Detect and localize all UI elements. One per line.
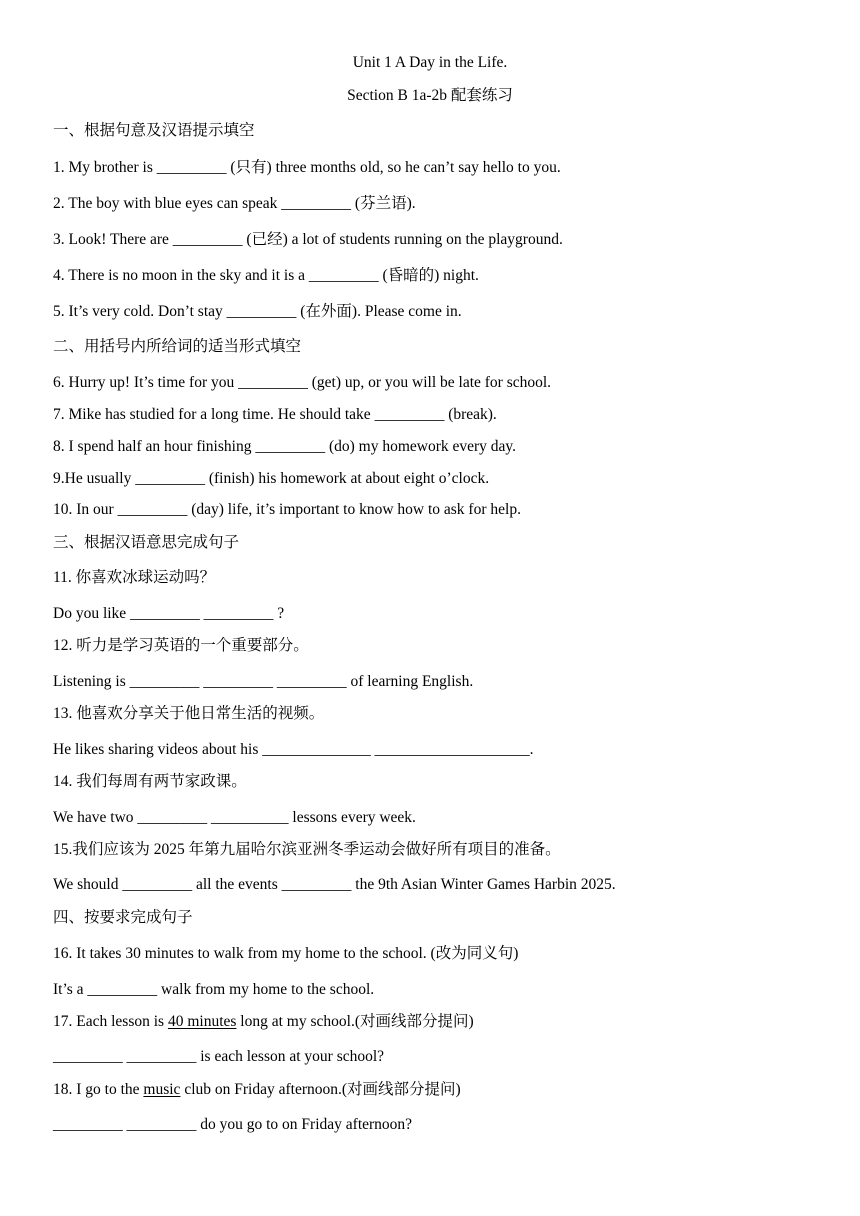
question-17-suffix: long at my school.(对画线部分提问) bbox=[236, 1013, 474, 1030]
question-13-chinese: 13. 他喜欢分享关于他日常生活的视频。 bbox=[53, 705, 325, 722]
question-6: 6. Hurry up! It’s time for you _________ (get) up, or you will be late for school. bbox=[53, 374, 552, 391]
question-16: 16. It takes 30 minutes to walk from my home to the school. (改为同义句) bbox=[53, 945, 519, 962]
question-17-underlined: 40 minutes bbox=[167, 1013, 237, 1030]
question-12-english: Listening is _________ _________ _________ of learning English. bbox=[53, 673, 474, 690]
question-13-english: He likes sharing videos about his ______________ ____________________. bbox=[53, 741, 534, 758]
section-heading-2: 二、用括号内所给词的适当形式填空 bbox=[53, 338, 302, 355]
question-11-chinese: 11. 你喜欢冰球运动吗？ bbox=[53, 569, 216, 586]
section-heading-1: 一、根据句意及汉语提示填空 bbox=[53, 122, 255, 139]
question-14-chinese: 14. 我们每周有两节家政课。 bbox=[53, 773, 247, 790]
question-11-english: Do you like _________ _________ ? bbox=[53, 605, 285, 622]
question-7: 7. Mike has studied for a long time. He should take _________ (break). bbox=[53, 406, 497, 423]
question-8: 8. I spend half an hour finishing _________ (do) my homework every day. bbox=[53, 438, 517, 455]
question-17 bbox=[53, 1012, 474, 1032]
question-18-prefix: 18. I go to the bbox=[53, 1081, 144, 1098]
question-18-suffix: club on Friday afternoon.(对画线部分提问) bbox=[180, 1081, 461, 1098]
question-17-answer-line: _________ _________ is each lesson at your school? bbox=[53, 1048, 385, 1065]
question-5: 5. It’s very cold. Don’t stay _________ (在外面). Please come in. bbox=[53, 303, 462, 320]
question-18-underlined: music bbox=[143, 1081, 181, 1098]
question-1: 1. My brother is _________ (只有) three months old, so he can’t say hello to you. bbox=[53, 159, 561, 176]
question-3: 3. Look! There are _________ (已经) a lot of students running on the playground. bbox=[53, 231, 563, 248]
question-15-chinese: 15.我们应该为 2025 年第九届哈尔滨亚洲冬季运动会做好所有项目的准备。 bbox=[53, 841, 561, 858]
question-18-answer-line: _________ _________ do you go to on Friday afternoon? bbox=[53, 1116, 413, 1133]
question-4: 4. There is no moon in the sky and it is a _________ (昏暗的) night. bbox=[53, 267, 479, 284]
question-14-english: We have two _________ __________ lessons every week. bbox=[53, 809, 416, 826]
section-heading-4: 四、按要求完成句子 bbox=[53, 909, 193, 926]
question-18 bbox=[53, 1080, 461, 1100]
question-9: 9.He usually _________ (finish) his homework at about eight o’clock. bbox=[53, 470, 490, 487]
question-16-answer-line: It’s a _________ walk from my home to the school. bbox=[53, 981, 375, 998]
question-17-prefix: 17. Each lesson is bbox=[53, 1013, 168, 1030]
question-2: 2. The boy with blue eyes can speak _________ (芬兰语). bbox=[53, 195, 416, 212]
worksheet-title: Unit 1 A Day in the Life. bbox=[352, 54, 508, 71]
question-15-english: We should _________ all the events _________ the 9th Asian Winter Games Harbin 2025. bbox=[53, 876, 616, 893]
worksheet-subtitle: Section B 1a-2b 配套练习 bbox=[347, 87, 513, 104]
question-10: 10. In our _________ (day) life, it’s important to know how to ask for help. bbox=[53, 501, 521, 518]
section-heading-3: 三、根据汉语意思完成句子 bbox=[53, 534, 240, 551]
question-12-chinese: 12. 听力是学习英语的一个重要部分。 bbox=[53, 637, 309, 654]
